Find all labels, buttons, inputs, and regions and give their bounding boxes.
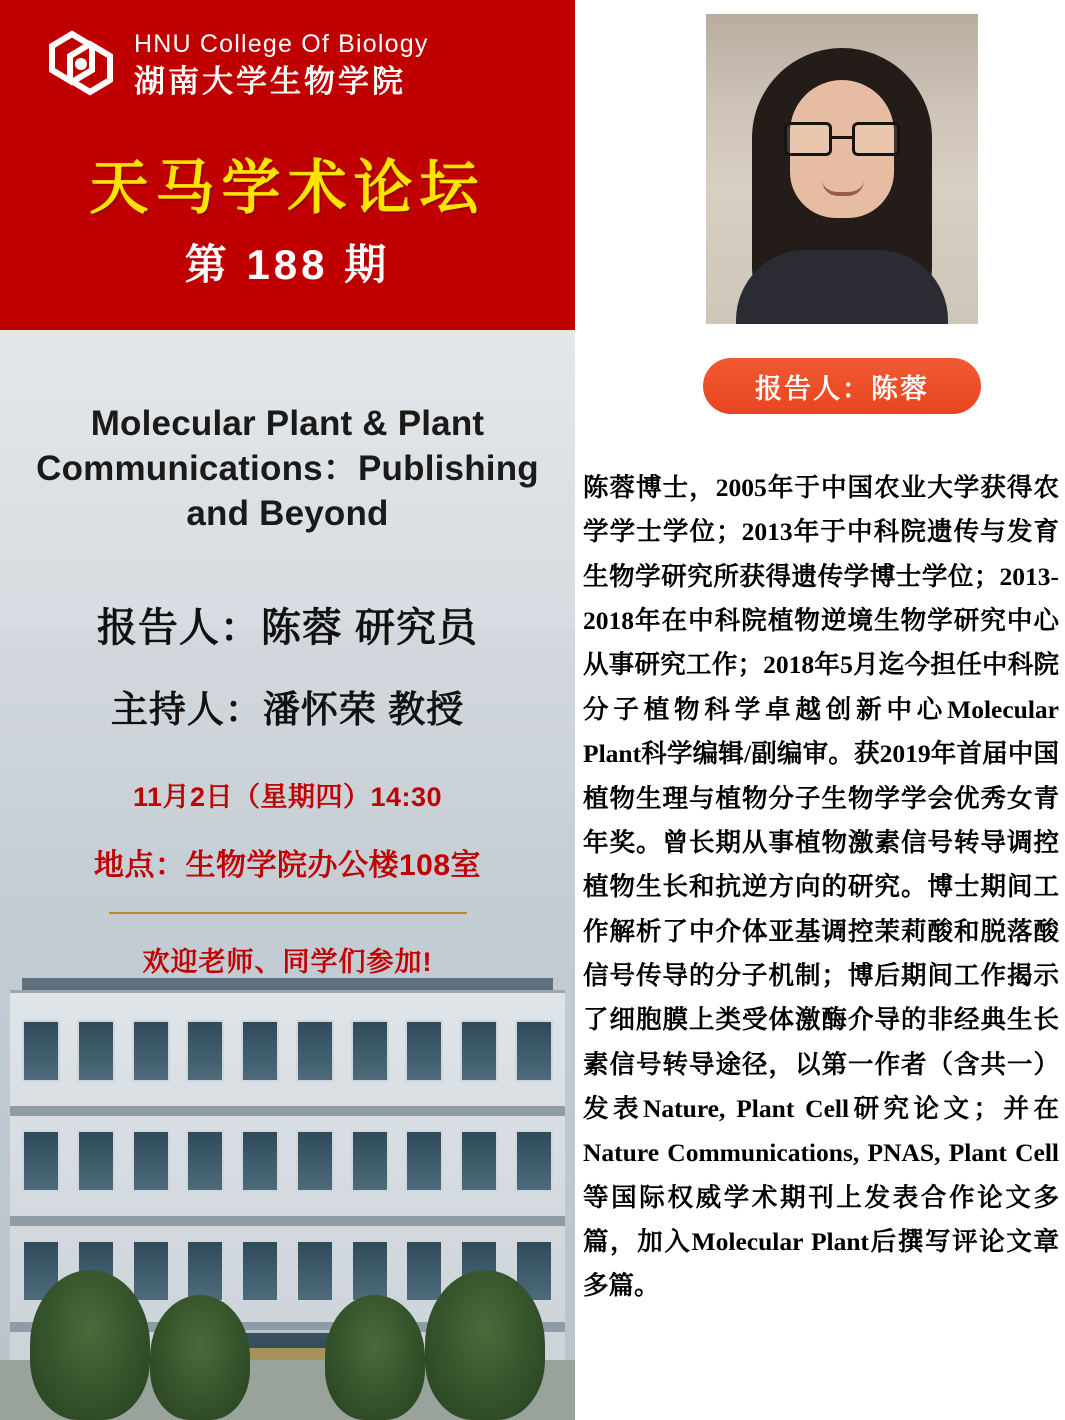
window (515, 1130, 553, 1192)
speaker-biography: 陈蓉博士，2005年于中国农业大学获得农学学士学位；2013年于中科院遗传与发育生物学研究所获得遗传学博士学位；2013-2018年在中科院植物逆境生物学研究中心从事研究工作；2018年5月迄今担任中科院分子植物科学卓越创新中心Molecular Plant科学编辑/副编审。获2019年首届中国植物生理与植物分子生物学学会优秀女青年奖。曾长期从事植物激素信号转导调控植物生长和抗逆方向的研究。博士期间工作解析了中介体亚基调控茉莉酸和脱落酸信号传导的分子机制；博后期间工作揭示了细胞膜上类受体激酶介导的非经典生长素信号转导途径，以第一作者（含共一）发表Nature, Plant Cell研究论文；并在Nature Communications, PNAS, Plant Cell等国际权威学术期刊上发表合作论文多篇，加入Molecular Plant后撰写评论文章多篇。 (583, 473, 1059, 1301)
speaker-name-badge: 报告人：陈蓉 (703, 358, 981, 414)
talk-info-block (0, 330, 575, 979)
window (77, 1020, 115, 1082)
glasses-icon (784, 122, 900, 156)
window (186, 1240, 224, 1302)
brand-chinese-name: 湖南大学生物学院 (134, 63, 406, 99)
tree-icon (325, 1295, 425, 1420)
window (351, 1240, 389, 1302)
forum-title: 天马学术论坛 (89, 155, 486, 221)
datetime-line: 11月2日（星期四）14:30 (132, 782, 443, 813)
brand-text (134, 30, 429, 100)
floor-divider (10, 1216, 565, 1226)
tree-icon (150, 1295, 250, 1420)
window (186, 1020, 224, 1082)
window (22, 1020, 60, 1082)
glasses-lens-right (852, 122, 900, 156)
window (132, 1240, 170, 1302)
brand-logo-row (42, 26, 429, 104)
window (132, 1020, 170, 1082)
window (241, 1240, 279, 1302)
window (351, 1020, 389, 1082)
window (77, 1130, 115, 1192)
window (132, 1130, 170, 1192)
window (241, 1130, 279, 1192)
red-header-banner (0, 0, 575, 330)
portrait-shoulders (736, 250, 948, 324)
welcome-line: 欢迎老师、同学们参加! (142, 947, 433, 978)
window (405, 1240, 443, 1302)
floor-divider (10, 1106, 565, 1116)
window-row (22, 1020, 553, 1082)
window (296, 1020, 334, 1082)
venue-line: 地点：生物学院办公楼108室 (93, 849, 482, 883)
window (241, 1020, 279, 1082)
speaker-portrait (706, 14, 978, 324)
speaker-line: 报告人：陈蓉 研究员 (96, 606, 479, 651)
window (22, 1130, 60, 1192)
window (460, 1130, 498, 1192)
glasses-lens-left (784, 122, 832, 156)
window (405, 1020, 443, 1082)
forum-issue-number: 第 188 期 (184, 241, 391, 288)
gold-divider (109, 912, 467, 914)
host-line: 主持人：潘怀荣 教授 (110, 689, 465, 731)
window (296, 1240, 334, 1302)
window (296, 1130, 334, 1192)
window-row (22, 1130, 553, 1192)
window (405, 1130, 443, 1192)
hnu-logo-icon (42, 26, 120, 104)
window (351, 1130, 389, 1192)
tree-icon (425, 1270, 545, 1420)
window (186, 1130, 224, 1192)
tree-icon (30, 1270, 150, 1420)
glasses-bridge (832, 136, 852, 139)
poster-right-column (575, 0, 1065, 1420)
window (515, 1020, 553, 1082)
window (460, 1020, 498, 1082)
talk-title: Molecular Plant & Plant Communications：Publishing and Beyond (36, 404, 539, 533)
brand-english-name: HNU College Of Biology (134, 30, 429, 59)
